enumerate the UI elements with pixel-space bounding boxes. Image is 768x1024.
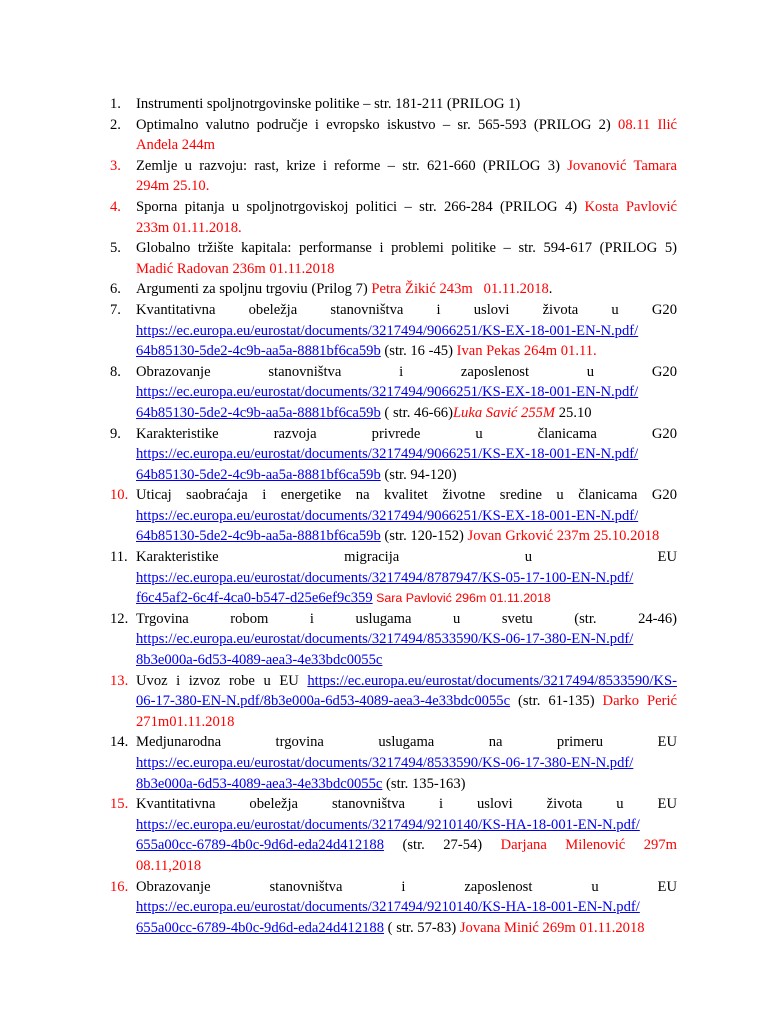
item-line [136, 341, 677, 362]
student-note: Jovana Minić 269m 01.11.2018 [459, 919, 645, 936]
item-number: 4. [110, 198, 121, 215]
eurostat-link[interactable]: 8b3e000a-6d53-4089-aea3-4e33bdc0055c [136, 775, 383, 792]
item-title: Uticaj saobraćaja i energetike na kvalitet životne sredine u članicama G20 [136, 487, 677, 504]
eurostat-link[interactable]: 655a00cc-6789-4b0c-9d6d-eda24d412188 [136, 837, 385, 854]
item-text: Uvoz i izvoz robe u EU [136, 672, 308, 689]
item-line [136, 465, 677, 486]
list-item [0, 547, 677, 609]
item-line [136, 568, 677, 589]
item-line [136, 712, 677, 733]
item-number: 14. [110, 734, 129, 751]
item-line [136, 753, 677, 774]
item-number: 10. [110, 487, 129, 504]
item-tail: 25.10 [555, 404, 592, 421]
list-item [0, 424, 677, 486]
item-pages: (str. 16 -45) [380, 343, 457, 360]
item-line [136, 259, 677, 280]
item-line [136, 176, 677, 197]
item-title: Medjunarodna trgovina uslugama na primeru EU [136, 734, 677, 751]
student-note: Darjana Milenović 297m [500, 837, 677, 854]
item-pages: (str. 27-54) [402, 837, 483, 854]
item-number: 16. [110, 878, 129, 895]
item-text: Argumenti za spoljnu trgoviu (Prilog 7) [136, 281, 368, 298]
student-note: Petra Žikić 243m 01.11.2018 [371, 281, 549, 298]
item-pages: (str. 135-163) [382, 775, 466, 792]
item-line [136, 691, 677, 712]
item-number: 11. [110, 549, 128, 566]
item-title: Obrazovanje stanovništva i zaposlenost u G20 [136, 363, 677, 380]
list-item [0, 485, 677, 547]
item-pages: (str. 94-120) [380, 466, 457, 483]
item-line [136, 135, 677, 156]
student-note: Jovanović Tamara [567, 157, 677, 174]
list-item [0, 279, 677, 300]
eurostat-link[interactable]: f6c45af2-6c4f-4ca0-b547-d25e6ef9c359 [136, 590, 373, 607]
item-title: Karakteristike migracija u EU [136, 549, 677, 566]
student-note: 08.11 Ilić [618, 116, 677, 133]
item-number: 5. [110, 240, 121, 257]
item-pages: ( str. 57-83) [384, 919, 460, 936]
item-line [136, 218, 677, 239]
list-item [0, 94, 677, 115]
eurostat-link[interactable]: 8b3e000a-6d53-4089-aea3-4e33bdc0055c [136, 652, 383, 669]
eurostat-link[interactable]: https://ec.europa.eu/eurostat/documents/3217494/8533590/KS- [307, 672, 677, 689]
student-note: Madić Radovan 236m 01.11.2018 [136, 260, 335, 277]
item-text: Globalno tržište kapitala: performanse i problemi politike – str. 594-617 (PRILOG 5) [136, 240, 677, 257]
item-title: Kvantitativna obeležja stanovništva i uslovi života u G20 [136, 301, 677, 318]
eurostat-link[interactable]: 64b85130-5de2-4c9b-aa5a-8881bf6ca59b [136, 466, 381, 483]
item-line [136, 156, 677, 177]
item-line [136, 671, 677, 692]
item-pages: (str. 61-135) [510, 693, 603, 710]
student-note: Luka Savić 255M [452, 404, 556, 421]
eurostat-link[interactable]: https://ec.europa.eu/eurostat/documents/3217494/8533590/KS-06-17-380-EN-N.pdf/ [136, 755, 634, 771]
item-line [136, 279, 677, 300]
item-pages: (str. 120-152) [380, 528, 468, 545]
item-line [136, 835, 677, 856]
list-item [0, 877, 677, 939]
item-line [136, 897, 677, 918]
list-item [0, 156, 677, 197]
eurostat-link[interactable]: https://ec.europa.eu/eurostat/documents/3217494/9066251/KS-EX-18-001-EN-N.pdf/ [136, 322, 639, 339]
item-text: Optimalno valutno područje i evropsko iskustvo – sr. 565-593 (PRILOG 2) [136, 116, 611, 133]
item-line [136, 444, 677, 465]
item-line [136, 506, 677, 527]
item-number: 9. [110, 425, 121, 442]
item-line [136, 918, 677, 939]
item-number: 1. [110, 96, 121, 112]
eurostat-link[interactable]: https://ec.europa.eu/eurostat/documents/3217494/9210140/KS-HA-18-001-EN-N.pdf/ [136, 899, 640, 916]
student-note: Sara Pavlović 296m 01.11.2018 [372, 591, 551, 606]
list-item [0, 671, 677, 733]
student-note: Kosta Pavlović [584, 198, 677, 215]
item-text: Sporna pitanja u spoljnotrgoviskoj politici – str. 266-284 (PRILOG 4) [136, 198, 578, 215]
student-note: Jovan Grković 237m 25.10.2018 [467, 528, 660, 545]
student-note: 294m 25.10. [136, 178, 210, 195]
item-line [136, 321, 677, 342]
item-number: 12. [110, 610, 129, 627]
item-title: Trgovina robom i uslugama u svetu (str. 24-46) [136, 610, 677, 627]
item-title: Karakteristike razvoja privrede u članicama G20 [136, 425, 677, 442]
item-line [136, 815, 677, 836]
student-note: 271m01.11.2018 [136, 713, 235, 730]
eurostat-link[interactable]: 64b85130-5de2-4c9b-aa5a-8881bf6ca59b [136, 404, 381, 421]
eurostat-link[interactable]: https://ec.europa.eu/eurostat/documents/3217494/9066251/KS-EX-18-001-EN-N.pdf/ [136, 446, 639, 463]
item-number: 13. [110, 672, 129, 689]
item-text: Instrumenti spoljnotrgovinske politike – str. 181-211 (PRILOG 1) [136, 96, 521, 112]
student-note: 233m 01.11.2018. [136, 219, 242, 236]
item-tail: . [548, 281, 553, 298]
eurostat-link[interactable]: https://ec.europa.eu/eurostat/documents/3217494/9066251/KS-EX-18-001-EN-N.pdf/ [136, 507, 639, 524]
document-list [0, 94, 768, 938]
eurostat-link[interactable]: https://ec.europa.eu/eurostat/documents/3217494/8787947/KS-05-17-100-EN-N.pdf/ [136, 569, 634, 586]
eurostat-link[interactable]: 64b85130-5de2-4c9b-aa5a-8881bf6ca59b [136, 343, 381, 360]
item-line [136, 526, 677, 547]
list-item [0, 732, 677, 794]
item-number: 8. [110, 363, 121, 380]
item-line [136, 629, 677, 650]
list-item [0, 115, 677, 156]
list-item [0, 197, 677, 238]
eurostat-link[interactable]: 655a00cc-6789-4b0c-9d6d-eda24d412188 [136, 919, 385, 936]
item-line [136, 197, 677, 218]
student-note: Darko Perić [602, 693, 677, 710]
list-item [0, 300, 677, 362]
item-number: 2. [110, 116, 121, 133]
item-line [136, 588, 677, 609]
student-note: 08.11,2018 [136, 857, 202, 874]
item-title: Obrazovanje stanovništva i zaposlenost u EU [136, 878, 677, 895]
list-item [0, 362, 677, 424]
item-line [136, 650, 677, 671]
eurostat-link[interactable]: https://ec.europa.eu/eurostat/documents/3217494/9210140/KS-HA-18-001-EN-N.pdf/ [136, 816, 640, 833]
item-title: Kvantitativna obeležja stanovništva i uslovi života u EU [136, 796, 677, 813]
eurostat-link[interactable]: https://ec.europa.eu/eurostat/documents/3217494/8533590/KS-06-17-380-EN-N.pdf/ [136, 631, 634, 648]
item-number: 7. [110, 301, 121, 318]
item-line [136, 856, 677, 877]
eurostat-link[interactable]: 06-17-380-EN-N.pdf/8b3e000a-6d53-4089-aea3-4e33bdc0055c [136, 693, 511, 710]
item-line [136, 403, 677, 424]
eurostat-link[interactable]: https://ec.europa.eu/eurostat/documents/3217494/9066251/KS-EX-18-001-EN-N.pdf/ [136, 384, 639, 401]
student-note: Ivan Pekas 264m 01.11. [456, 343, 597, 360]
item-number: 6. [110, 281, 121, 298]
item-line [136, 774, 677, 795]
item-line [136, 382, 677, 403]
item-pages: ( str. 46-66) [380, 404, 453, 421]
item-number: 15. [110, 796, 129, 813]
item-number: 3. [110, 157, 121, 174]
eurostat-link[interactable]: 64b85130-5de2-4c9b-aa5a-8881bf6ca59b [136, 528, 381, 545]
student-note: Anđela 244m [136, 137, 216, 154]
item-line [136, 238, 677, 259]
list-item [0, 238, 677, 279]
list-item [0, 794, 677, 876]
item-line [136, 115, 677, 136]
item-text: Zemlje u razvoju: rast, krize i reforme – str. 621-660 (PRILOG 3) [136, 157, 560, 174]
list-item [0, 609, 677, 671]
